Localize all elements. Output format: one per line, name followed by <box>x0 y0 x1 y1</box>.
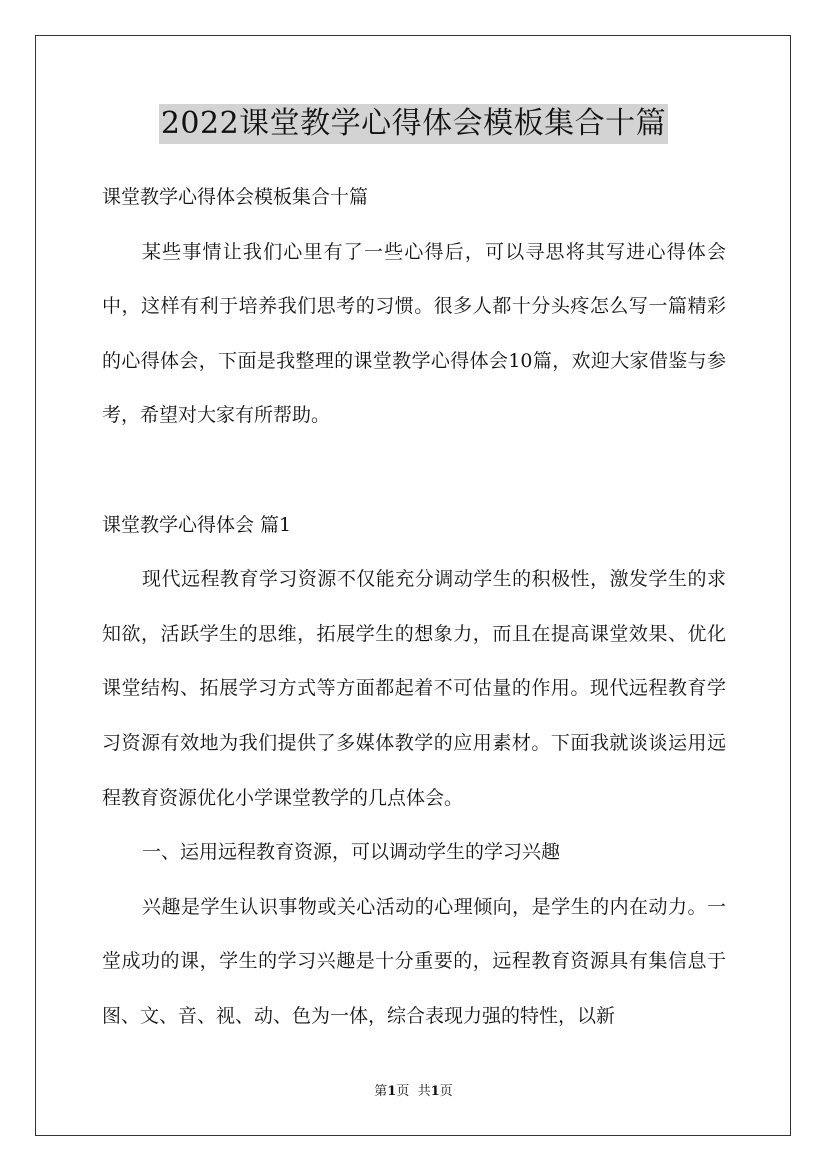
document-title-text: 2022课堂教学心得体会模板集合十篇 <box>159 104 668 144</box>
point-heading: 一、运用远程教育资源，可以调动学生的学习兴趣 <box>142 841 561 864</box>
footer-page-number: 1 <box>387 1084 397 1099</box>
body-paragraph: 兴趣是学生认识事物或关心活动的心理倾向，是学生的内在动力。一堂成功的课，学生的学习兴趣是十分重要的，远程教育资源具有集信息于图、文、音、视、动、色为一体，综合表现力强的特性，以新 <box>102 895 726 1027</box>
document-subtitle: 课堂教学心得体会模板集合十篇 <box>102 186 369 208</box>
footer-total-prefix: 共 <box>417 1084 431 1099</box>
footer-total-pages: 1 <box>430 1084 440 1099</box>
document-title <box>0 103 827 144</box>
footer-page-suffix: 页 <box>396 1084 410 1099</box>
intro-paragraph: 某些事情让我们心里有了一些心得后，可以寻思将其写进心得体会中，这样有利于培养我们思考的习惯。很多人都十分头疼怎么写一篇精彩的心得体会，下面是我整理的课堂教学心得体会10篇，欢迎大家借鉴与参考，希望对大家有所帮助。 <box>102 240 726 427</box>
body-paragraph: 现代远程教育学习资源不仅能充分调动学生的积极性，激发学生的求知欲，活跃学生的思维，拓展学生的想象力，而且在提高课堂效果、优化课堂结构、拓展学习方式等方面都起着不可估量的作用。现代远程教育学习资源有效地为我们提供了多媒体教学的应用素材。下面我就谈谈运用远程教育资源优化小学课堂教学的几点体会。 <box>102 568 726 809</box>
page-footer <box>0 1084 827 1100</box>
footer-page-prefix: 第 <box>374 1084 388 1099</box>
section-heading: 课堂教学心得体会 篇1 <box>102 513 292 536</box>
paragraph-spacer <box>102 443 726 498</box>
footer-total-suffix: 页 <box>439 1084 453 1099</box>
document-body <box>102 170 726 1044</box>
